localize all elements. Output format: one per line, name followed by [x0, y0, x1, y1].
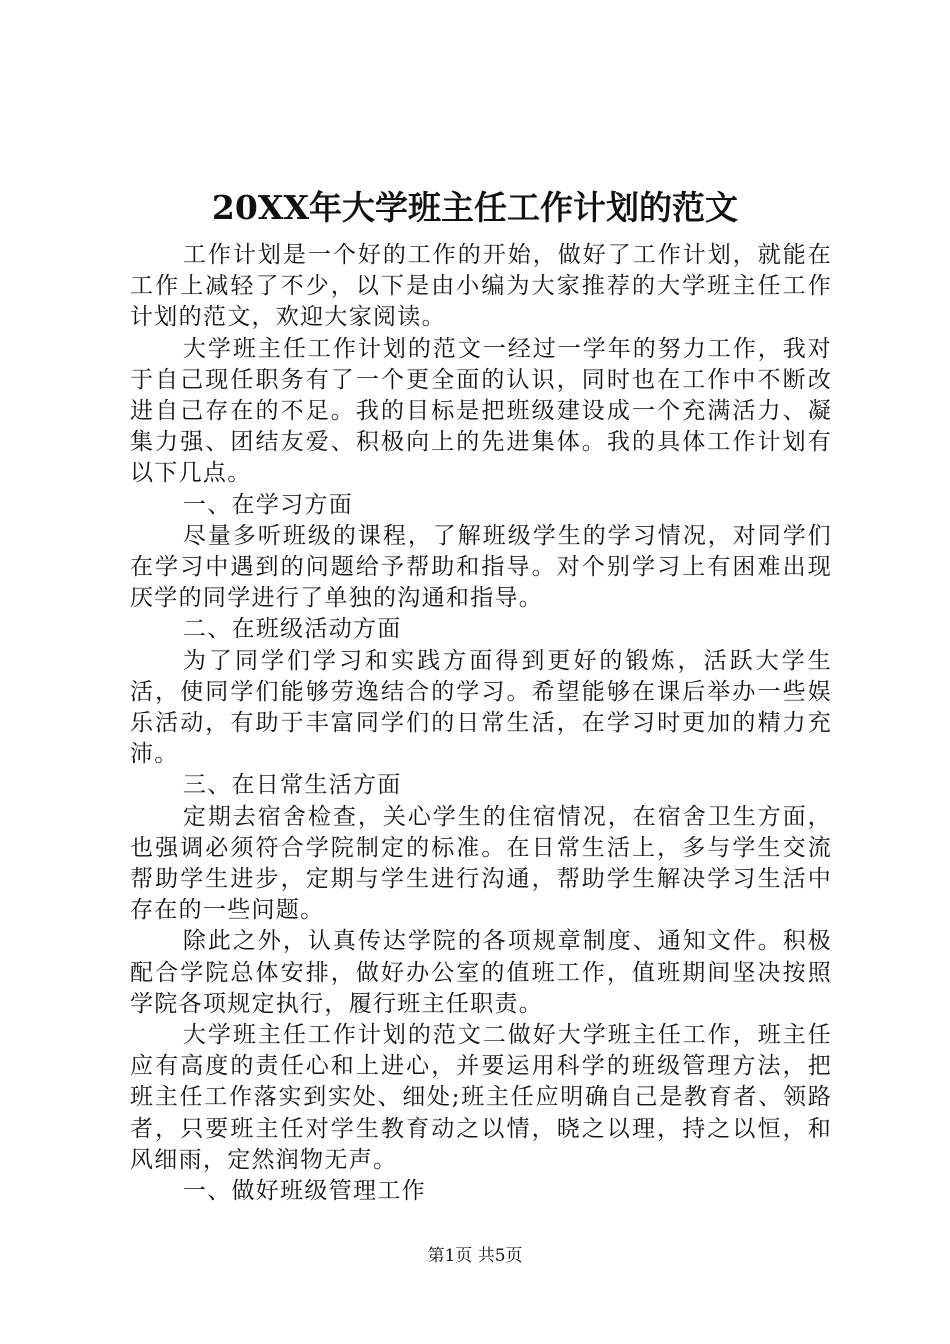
section-heading-study: 一、在学习方面: [182, 491, 353, 518]
section-heading-activities: 二、在班级活动方面: [182, 616, 402, 643]
page-footer: 第1页 共5页: [427, 1246, 523, 1266]
section-heading-daily-life: 三、在日常生活方面: [182, 772, 402, 799]
document-body: [130, 240, 832, 1207]
paragraph-daily-life: 定期去宿舍检查，关心学生的住宿情况，在宿舍卫生方面，也强调必须符合学院制定的标准。在日常生活上，多与学生交流帮助学生进步，定期与学生进行沟通，帮助学生解决学习生活中存在的一些问题。: [130, 803, 832, 924]
paragraph-additional: 除此之外，认真传达学院的各项规章制度、通知文件。积极配合学院总体安排，做好办公室的值班工作，值班期间坚决按照学院各项规定执行，履行班主任职责。: [130, 928, 832, 1017]
document-title: 20XX年大学班主任工作计划的范文: [211, 188, 739, 227]
paragraph-activities: 为了同学们学习和实践方面得到更好的锻炼，活跃大学生活，使同学们能够劳逸结合的学习。希望能够在课后举办一些娱乐活动，有助于丰富同学们的日常生活，在学习时更加的精力充沛。: [130, 647, 832, 768]
paragraph-intro: 工作计划是一个好的工作的开始，做好了工作计划，就能在工作上减轻了不少，以下是由小编为大家推荐的大学班主任工作计划的范文，欢迎大家阅读。: [130, 242, 832, 331]
paragraph-sample-two: 大学班主任工作计划的范文二做好大学班主任工作，班主任应有高度的责任心和上进心，并要运用科学的班级管理方法，把班主任工作落实到实处、细处;班主任应明确自己是教育者、领路者，只要班主任对学生教育动之以情，晓之以理，持之以恒，和风细雨，定然润物无声。: [130, 1022, 832, 1173]
paragraph-study: 尽量多听班级的课程，了解班级学生的学习情况，对同学们在学习中遇到的问题给予帮助和指导。对个别学习上有困难出现厌学的同学进行了单独的沟通和指导。: [130, 522, 832, 612]
section-heading-class-management: 一、做好班级管理工作: [182, 1178, 426, 1205]
paragraph-sample-one: 大学班主任工作计划的范文一经过一学年的努力工作，我对于自己现任职务有了一个更全面的认识，同时也在工作中不断改进自己存在的不足。我的目标是把班级建设成一个充满活力、凝集力强、团结友爱、积极向上的先进集体。我的具体工作计划有以下几点。: [130, 335, 832, 487]
